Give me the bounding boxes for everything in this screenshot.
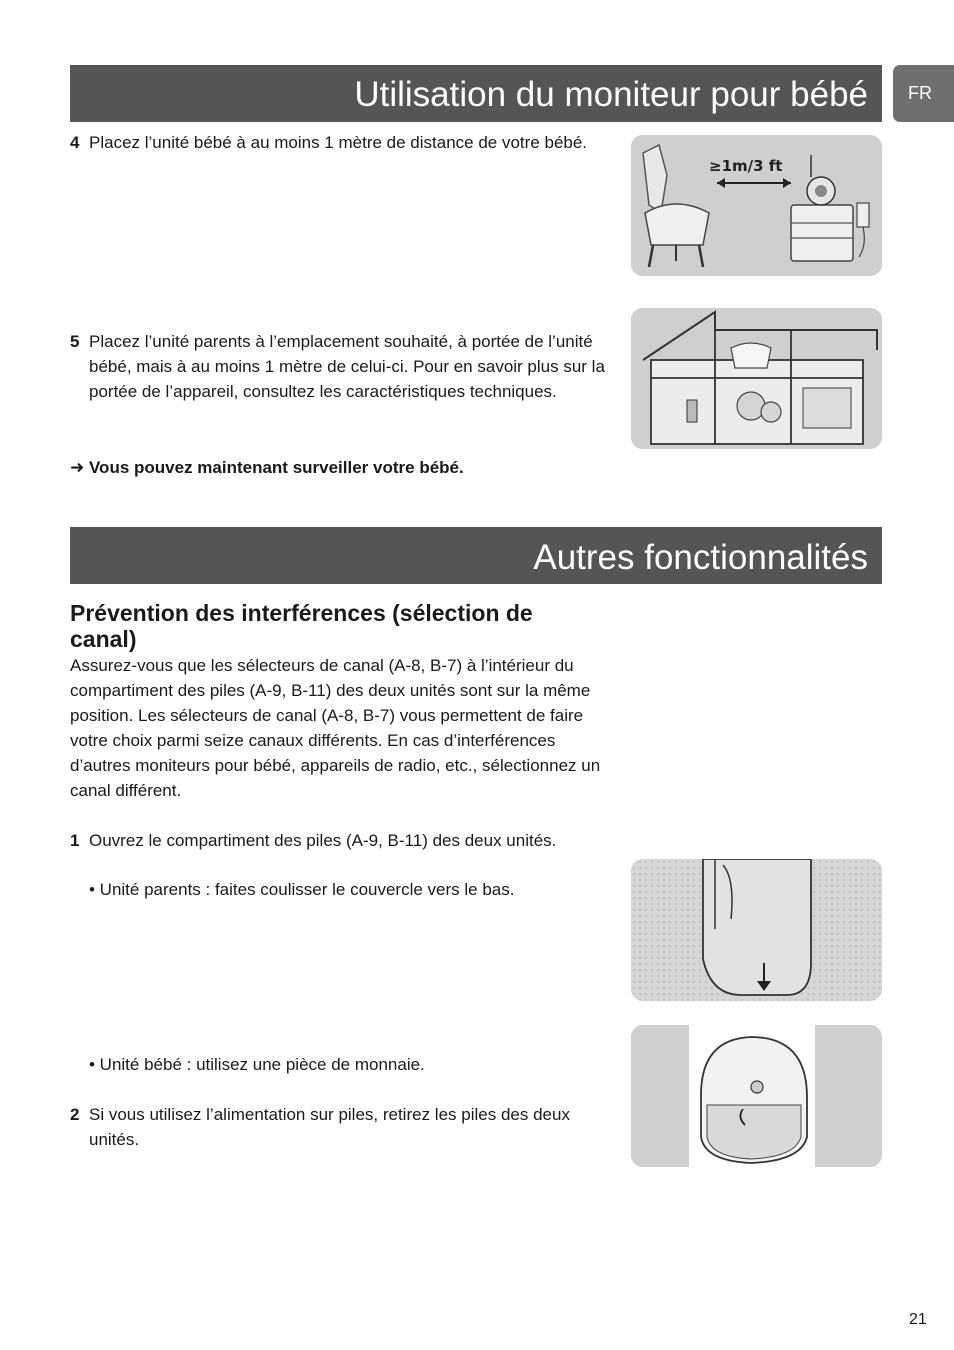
distance-label: ≥1m/3 ft bbox=[709, 157, 783, 175]
step-text: Placez l’unité parents à l’emplacement souhaité, à portée de l’unité bébé, mais à au moins 1 mètre de celui-ci. Pour en savoir plus sur la portée de l’appareil, consultez les caractéristiques techniques. bbox=[89, 332, 605, 401]
result-line bbox=[70, 455, 464, 480]
figure-parent-unit-cover bbox=[631, 859, 882, 1001]
step-4 bbox=[70, 130, 605, 155]
step-2 bbox=[70, 1102, 605, 1152]
language-code: FR bbox=[908, 83, 932, 103]
figure-crib-distance bbox=[631, 135, 882, 276]
page-title: Utilisation du moniteur pour bébé bbox=[354, 75, 868, 114]
step-text: Ouvrez le compartiment des piles (A-9, B-11) des deux unités. bbox=[89, 831, 557, 850]
step-text: Placez l’unité bébé à au moins 1 mètre de distance de votre bébé. bbox=[89, 133, 588, 152]
page-number: 21 bbox=[909, 1311, 927, 1328]
figure-house-placement bbox=[631, 308, 882, 449]
step-number: 4 bbox=[70, 133, 80, 152]
step-number: 2 bbox=[70, 1105, 80, 1124]
arrow-right-icon: ➜ bbox=[70, 458, 85, 477]
section-title-banner bbox=[70, 527, 882, 584]
step-number: 1 bbox=[70, 831, 80, 850]
section-title: Autres fonctionnalités bbox=[533, 538, 868, 577]
result-text: Vous pouvez maintenant surveiller votre bébé. bbox=[88, 458, 464, 477]
body-paragraph: Assurez-vous que les sélecteurs de canal (A-8, B-7) à l’intérieur du compartiment des piles (A-9, B-11) des deux unités sont sur la même position. Les sélecteurs de canal (A-8, B-7) vous permettent de faire votre choix parmi seize canaux différents. En cas d’interférences d’autres moniteurs pour bébé, appareils de radio, etc., sélectionnez un canal différent. bbox=[70, 656, 601, 800]
step-number: 5 bbox=[70, 332, 80, 351]
bullet-parent-unit: • Unité parents : faites coulisser le couvercle vers le bas. bbox=[89, 880, 515, 899]
step-text: Si vous utilisez l’alimentation sur piles, retirez les piles des deux unités. bbox=[89, 1105, 570, 1149]
bullet-baby-unit: • Unité bébé : utilisez une pièce de monnaie. bbox=[89, 1055, 425, 1074]
step-5 bbox=[70, 329, 605, 404]
language-tab bbox=[893, 65, 954, 122]
section-title-banner bbox=[70, 65, 882, 122]
step-1 bbox=[70, 828, 605, 853]
figure-baby-unit-coin bbox=[631, 1025, 882, 1167]
subsection-heading: Prévention des interférences (sélection de canal) bbox=[70, 600, 533, 652]
